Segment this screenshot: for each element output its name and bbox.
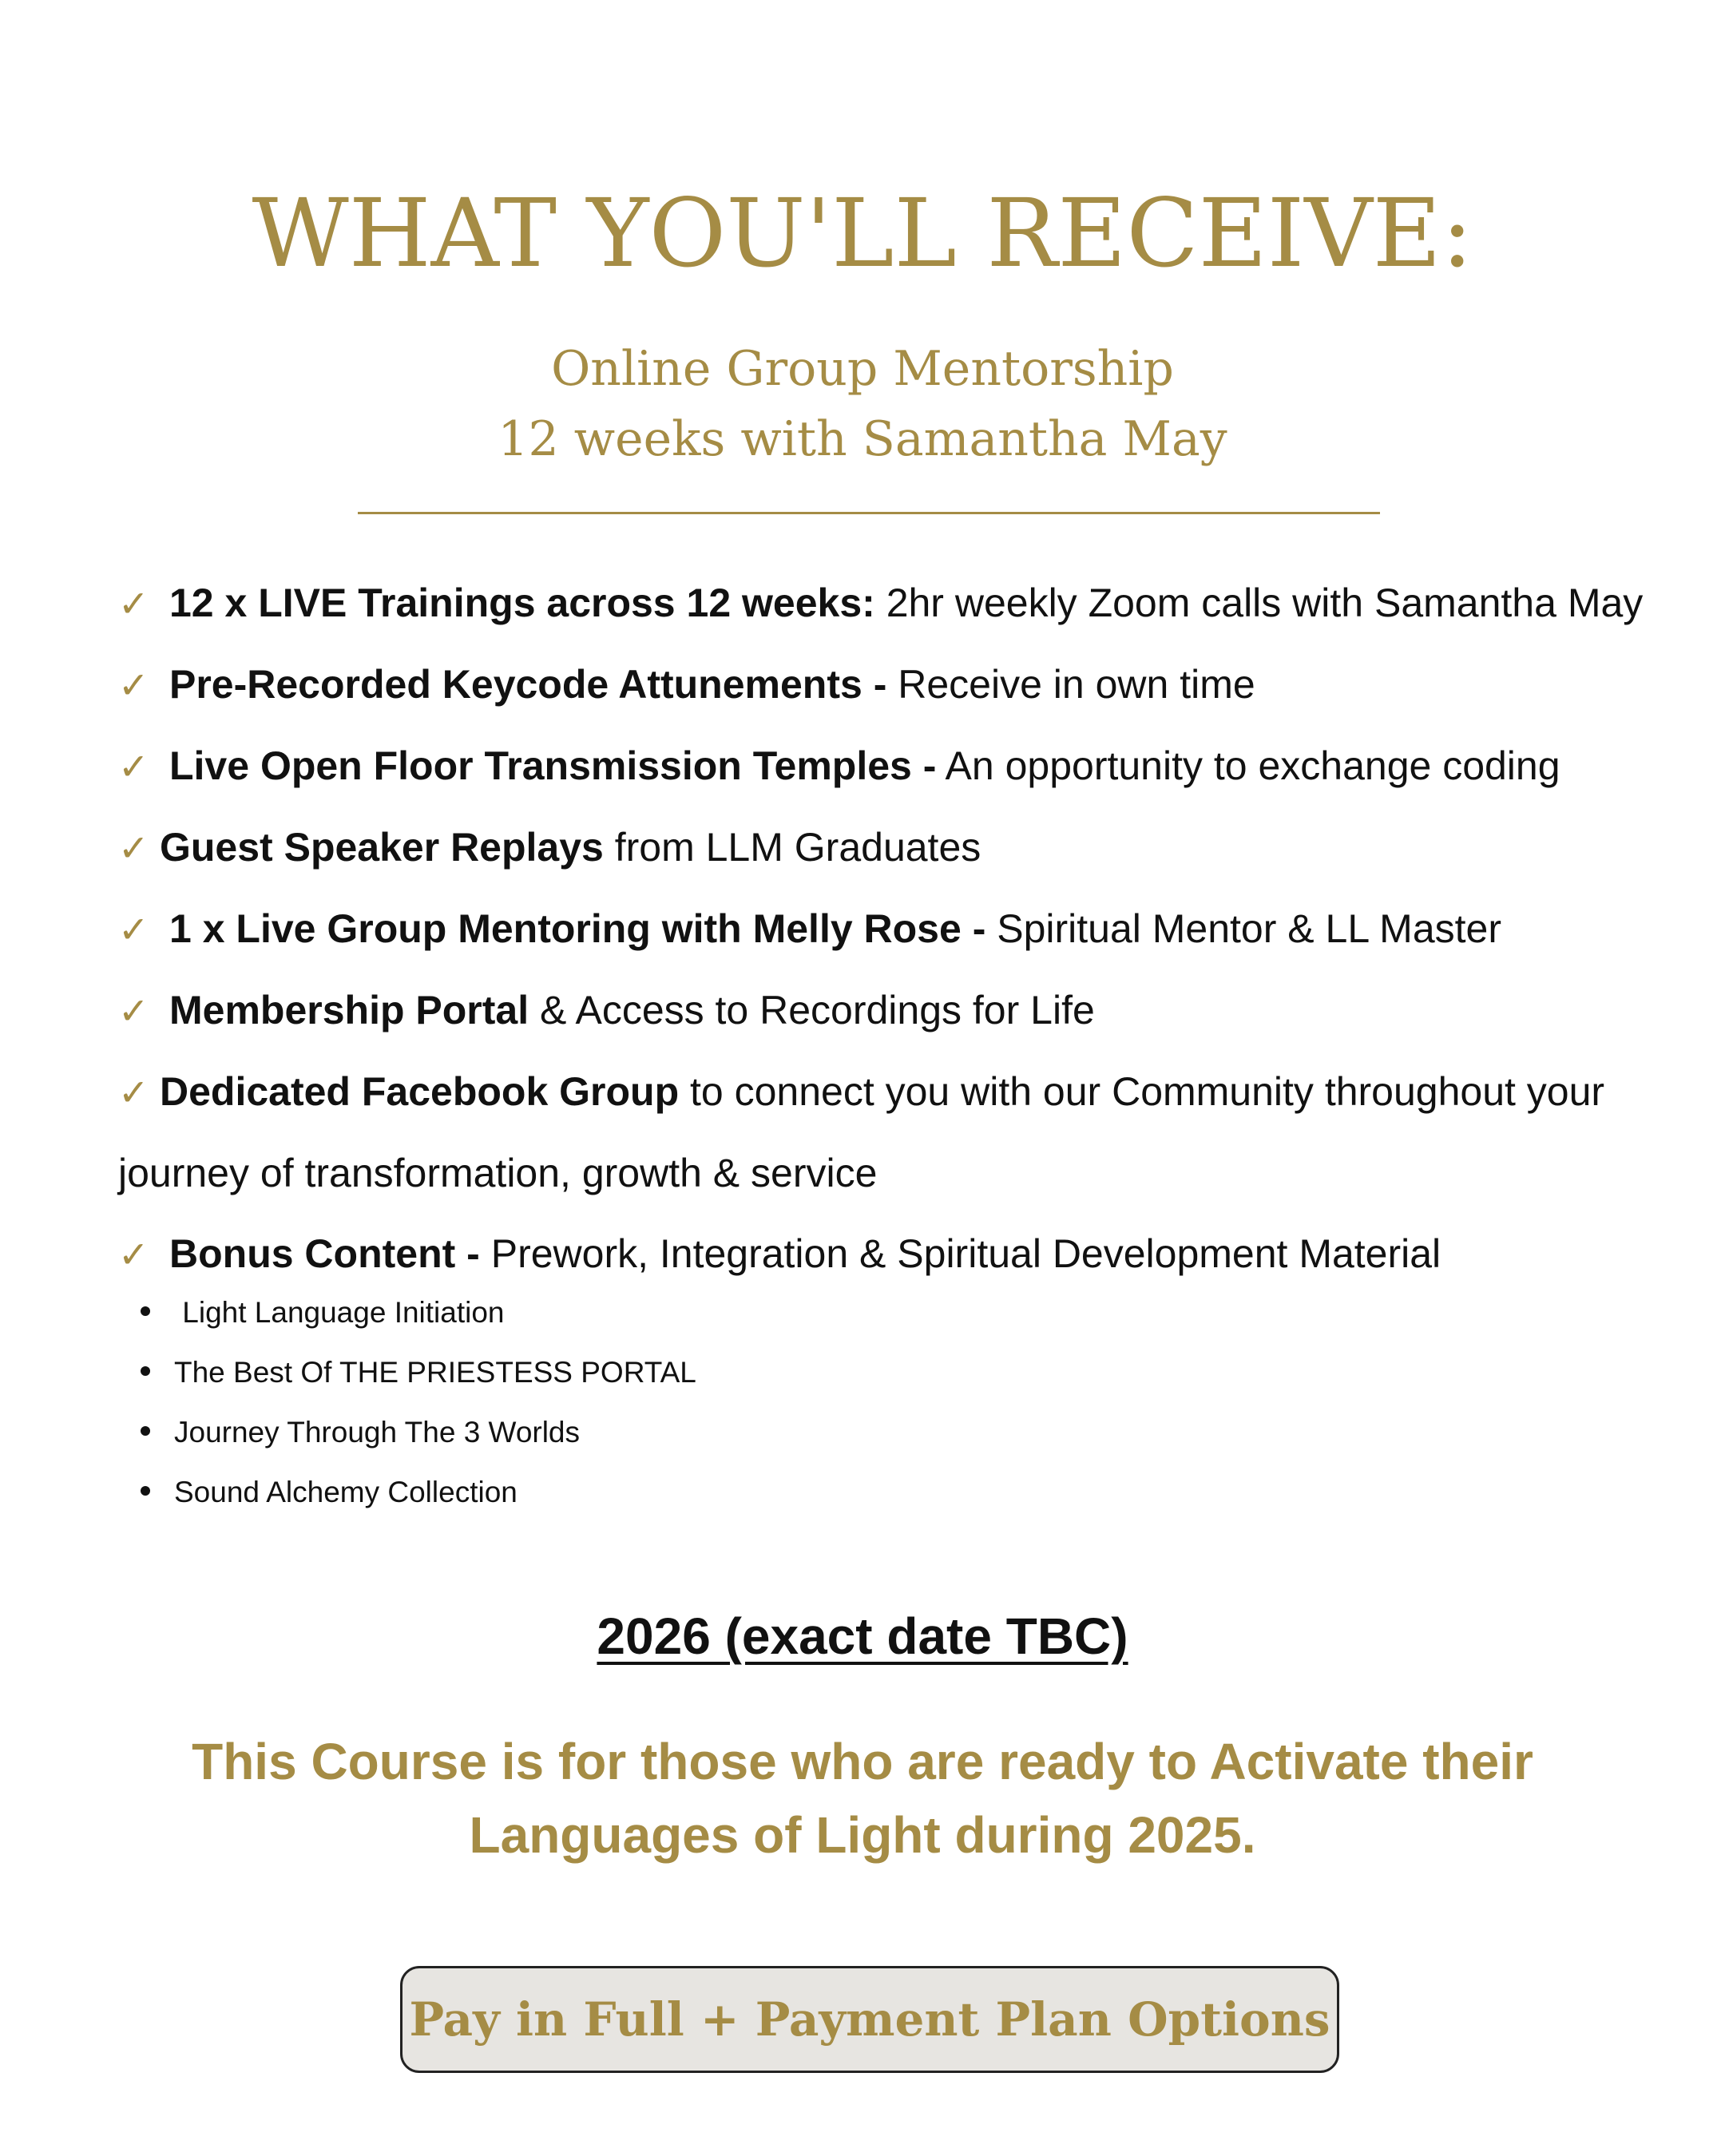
feature-list	[118, 563, 1644, 1295]
feature-title: Live Open Floor Transmission Temples -	[169, 743, 937, 788]
bullet-icon	[141, 1366, 150, 1376]
feature-item-attunements	[118, 644, 1636, 726]
feature-description: Receive in own time	[886, 662, 1255, 707]
subtitle-program: Online Group Mentorship	[551, 341, 1174, 397]
bullet-icon	[141, 1306, 150, 1316]
feature-description: Prework, Integration & Spiritual Development Material	[479, 1231, 1441, 1276]
feature-item-group-mentoring	[118, 889, 1636, 970]
checkmark-icon: ✓	[118, 664, 149, 707]
feature-title: Bonus Content -	[169, 1231, 480, 1276]
course-tagline: This Course is for those who are ready to Activate their Languages of Light during 2025.	[192, 1733, 1533, 1864]
payment-options-button[interactable]: Pay in Full + Payment Plan Options	[400, 1966, 1339, 2073]
bullet-icon	[141, 1426, 150, 1436]
bonus-list	[141, 1282, 696, 1522]
feature-description: 2hr weekly Zoom calls with Samantha May	[874, 581, 1644, 625]
feature-title: Dedicated Facebook Group	[160, 1069, 680, 1114]
checkmark-icon: ✓	[118, 826, 149, 870]
checkmark-icon: ✓	[118, 582, 149, 625]
feature-item-guest-speakers	[118, 807, 1636, 889]
divider	[358, 512, 1380, 514]
feature-description: from LLM Graduates	[603, 825, 981, 870]
feature-description: An opportunity to exchange coding	[936, 743, 1560, 788]
feature-item-transmission-temples	[118, 726, 1636, 807]
checkmark-icon: ✓	[118, 908, 149, 951]
feature-description: & Access to Recordings for Life	[529, 988, 1095, 1032]
subtitle-duration: 12 weeks with Samantha May	[498, 411, 1227, 467]
feature-title: Pre-Recorded Keycode Attunements -	[169, 662, 887, 707]
checkmark-icon: ✓	[118, 745, 149, 788]
bonus-list-item: Light Language Initiation	[141, 1282, 696, 1342]
feature-title: 1 x Live Group Mentoring with Melly Rose -	[169, 906, 986, 951]
feature-description: Spiritual Mentor & LL Master	[985, 906, 1501, 951]
feature-title: Membership Portal	[169, 988, 529, 1032]
feature-item-membership-portal	[118, 970, 1636, 1052]
checkmark-icon: ✓	[118, 1071, 149, 1114]
bonus-list-item: Journey Through The 3 Worlds	[141, 1402, 696, 1462]
feature-title: 12 x LIVE Trainings across 12 weeks:	[169, 581, 875, 625]
bonus-list-item: Sound Alchemy Collection	[141, 1462, 696, 1522]
page-title: WHAT YOU'LL RECEIVE:	[252, 178, 1473, 288]
course-date	[0, 1600, 1725, 1672]
checkmark-icon: ✓	[118, 1233, 149, 1276]
feature-description: to connect you with our Community throughout your journey of transformation, growth & service	[118, 1069, 1605, 1195]
bonus-list-item: The Best Of THE PRIESTESS PORTAL	[141, 1342, 696, 1402]
feature-item-live-trainings	[118, 563, 1644, 644]
checkmark-icon: ✓	[118, 989, 149, 1032]
course-date-label: 2026 (exact date TBC)	[597, 1607, 1128, 1665]
bullet-icon	[141, 1486, 150, 1496]
feature-item-facebook-group	[118, 1052, 1636, 1214]
feature-title: Guest Speaker Replays	[160, 825, 604, 870]
